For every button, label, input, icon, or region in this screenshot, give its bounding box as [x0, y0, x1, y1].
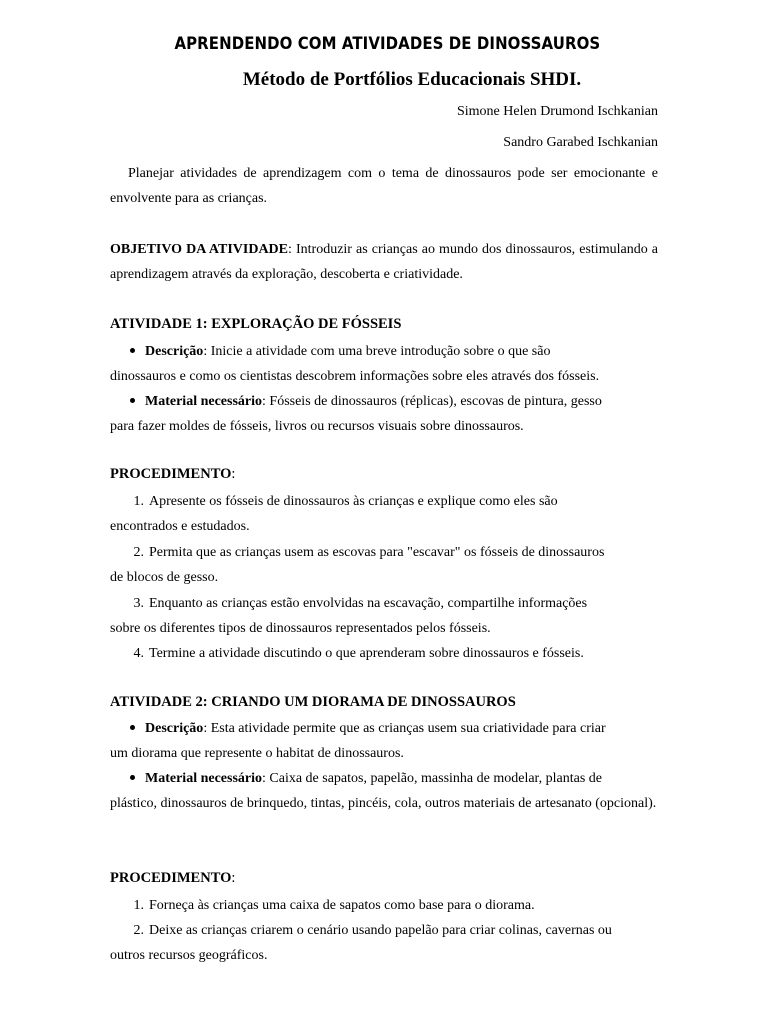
- author-2: Sandro Garabed Ischkanian: [503, 135, 658, 150]
- activity2-material: [110, 766, 658, 816]
- description-text: : Inicie a atividade com uma breve introdução sobre o que são: [203, 344, 551, 359]
- objective-text: : Introduzir as crianças ao mundo dos dinossauros, estimulando a aprendizagem através da exploração, descoberta e criatividade.: [110, 242, 658, 282]
- step-number: 2.: [133, 545, 144, 560]
- bullet-icon: [130, 775, 135, 780]
- bullet-icon: [130, 398, 135, 403]
- activity1-step-2: [110, 540, 658, 590]
- step-text: Apresente os fósseis de dinossauros às crianças e explique como eles são: [149, 494, 558, 509]
- material-continuation: para fazer moldes de fósseis, livros ou recursos visuais sobre dinossauros.: [110, 419, 524, 434]
- step-number: 1.: [133, 898, 144, 913]
- activity1-heading: ATIVIDADE 1: EXPLORAÇÃO DE FÓSSEIS: [110, 316, 402, 332]
- material-label: Material necessário: [145, 771, 263, 786]
- objective-label: OBJETIVO DA ATIVIDADE: [110, 242, 289, 257]
- material-text: : Caixa de sapatos, papelão, massinha de modelar, plantas de: [262, 771, 603, 786]
- description-text: : Esta atividade permite que as crianças usem sua criatividade para criar: [203, 721, 606, 736]
- activity1-material: [110, 389, 658, 439]
- procedure-colon: :: [231, 466, 236, 482]
- bullet-icon: [130, 725, 135, 730]
- activity1-step-4: [110, 641, 658, 666]
- procedure-label: PROCEDIMENTO: [110, 870, 232, 886]
- step-text: Deixe as crianças criarem o cenário usando papelão para criar colinas, cavernas ou: [149, 923, 612, 938]
- step-text: Enquanto as crianças estão envolvidas na escavação, compartilhe informações: [149, 596, 588, 611]
- activity2-description: [110, 716, 658, 766]
- step-continuation: de blocos de gesso.: [110, 570, 219, 585]
- step-number: 3.: [133, 596, 144, 611]
- activity2-procedure-heading: [110, 870, 235, 887]
- step-continuation: encontrados e estudados.: [110, 519, 250, 534]
- objective-paragraph: [110, 237, 658, 287]
- step-continuation: outros recursos geográficos.: [110, 948, 268, 963]
- step-text: Forneça às crianças uma caixa de sapatos como base para o diorama.: [149, 898, 535, 913]
- step-number: 1.: [133, 494, 144, 509]
- material-text: : Fósseis de dinossauros (réplicas), escovas de pintura, gesso: [262, 394, 602, 409]
- intro-paragraph: Planejar atividades de aprendizagem com o tema de dinossauros pode ser emocionante e envolvente para as crianças.: [110, 166, 658, 206]
- procedure-label: PROCEDIMENTO: [110, 466, 232, 482]
- activity1-procedure-heading: [110, 466, 235, 483]
- step-number: 4.: [133, 646, 144, 661]
- activity2-heading: ATIVIDADE 2: CRIANDO UM DIORAMA DE DINOSSAUROS: [110, 694, 516, 710]
- author-1: Simone Helen Drumond Ischkanian: [456, 104, 658, 119]
- document-subtitle: Método de Portfólios Educacionais SHDI.: [242, 69, 582, 90]
- description-continuation: dinossauros e como os cientistas descobrem informações sobre eles através dos fósseis.: [110, 369, 600, 384]
- activity2-step-1: [110, 893, 658, 918]
- step-number: 2.: [133, 923, 144, 938]
- procedure-colon: :: [231, 870, 236, 886]
- step-text: Permita que as crianças usem as escovas para "escavar" os fósseis de dinossauros: [149, 545, 605, 560]
- activity1-step-3: [110, 591, 658, 641]
- document-title: APRENDENDO COM ATIVIDADES DE DINOSSAUROS: [174, 34, 601, 54]
- activity1-step-1: [110, 489, 658, 539]
- step-continuation: sobre os diferentes tipos de dinossauros representados pelos fósseis.: [110, 621, 491, 636]
- description-continuation: um diorama que represente o habitat de dinossauros.: [110, 746, 404, 761]
- description-label: Descrição: [145, 344, 204, 359]
- material-label: Material necessário: [145, 394, 263, 409]
- activity2-step-2: [110, 918, 658, 968]
- activity1-description: [110, 339, 658, 389]
- step-text: Termine a atividade discutindo o que aprenderam sobre dinossauros e fósseis.: [149, 646, 584, 661]
- description-label: Descrição: [145, 721, 204, 736]
- bullet-icon: [130, 348, 135, 353]
- material-continuation: plástico, dinossauros de brinquedo, tintas, pincéis, cola, outros materiais de artesanato (opcional).: [110, 796, 657, 811]
